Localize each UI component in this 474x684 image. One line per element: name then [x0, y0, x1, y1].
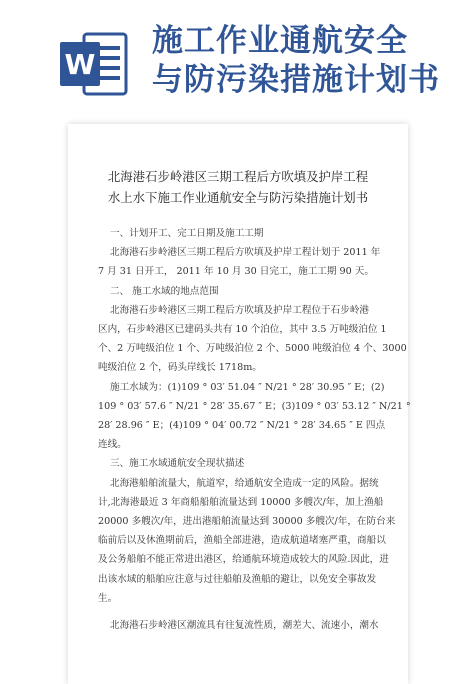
paragraph-line: 北海港石步岭港区潮流具有往复流性质，潮差大、流速小，潮水 [110, 620, 379, 632]
paragraph-line: 及公务船舶不能正常进出港区，给通航环境造成较大的风险.因此，进 [98, 554, 389, 566]
word-icon-letter: W [64, 48, 96, 81]
paragraph-line: 20000 多艘次/年，进出港船舶流量达到 30000 多艘次/年，在防台来 [98, 516, 396, 528]
paragraph-line: 北海港船舶流量大，航道窄，给通航安全造成一定的风险。据统 [110, 477, 379, 489]
paragraph-line: 施工水域为：(1)109 ° 03′ 51.04 ″ N/21 ° 28′ 30.95 ″ E；(2) [110, 381, 385, 393]
paragraph-line: 北海港石步岭港区三期工程后方吹填及护岸工程位于石步岭港 [110, 304, 370, 316]
document-title [68, 166, 408, 208]
word-document-icon [58, 28, 130, 100]
paragraph-line: 计,北海港最近 3 年商船船舶流量达到 10000 多艘次/年，加上渔船 [98, 496, 384, 508]
banner-title-line-2: 与防污染措施计划书 [152, 62, 440, 98]
paragraph-line: 生。 [98, 592, 118, 604]
paragraph-line: 区内，石步岭港区已建码头共有 10 个泊位，其中 3.5 万吨级泊位 1 [98, 324, 387, 336]
document-body [98, 224, 411, 635]
paragraph-line: 28′ 28.96 ″ E；(4)109 ° 04′ 00.72 ″ N/21 ° 28′ 34.65 ″ E 四点 [98, 420, 386, 432]
document-title-line-2: 水上水下施工作业通航安全与防污染措施计划书 [107, 190, 369, 205]
paragraph-line: 连线。 [98, 439, 127, 451]
paragraph-line: 临前后以及休渔期前后，渔船全部进港，造成航道堵塞严重，商船以 [98, 535, 386, 547]
document-title-line-1: 北海港石步岭港区三期工程后方吹填及护岸工程 [107, 169, 369, 184]
document-page [68, 124, 411, 684]
banner-title [152, 22, 468, 100]
paragraph-line: 个、2 万吨级泊位 1 个、万吨级泊位 2 个、5000 吨级泊位 4 个、3000 [98, 343, 407, 355]
section-heading-2: 二、 施工水域的地点范围 [110, 285, 219, 297]
section-heading-3: 三、施工水域通航安全现状描述 [110, 458, 245, 470]
paragraph-line: 出该水域的船舶应注意与过往船舶及渔船的避让，以免安全事故发 [98, 573, 377, 585]
section-heading-1: 一、计划开工、完工日期及施工工期 [110, 228, 264, 239]
paragraph-line: 109 ° 03′ 57.6 ″ N/21 ° 28′ 35.67 ″ E；(3)109 ° 03′ 53.12 ″ N/21 ° [98, 400, 411, 412]
banner [0, 0, 474, 112]
banner-title-line-1: 施工作业通航安全 [152, 23, 408, 59]
paragraph-line: 吨级泊位 2 个，码头岸线长 1718m。 [98, 362, 262, 374]
paragraph-line: 7 月 31 日开工， 2011 年 10 月 30 日完工，施工工期 90 天。 [98, 266, 374, 278]
paragraph-line: 北海港石步岭港区三期工程后方吹填及护岸工程计划于 2011 年 [110, 247, 381, 259]
